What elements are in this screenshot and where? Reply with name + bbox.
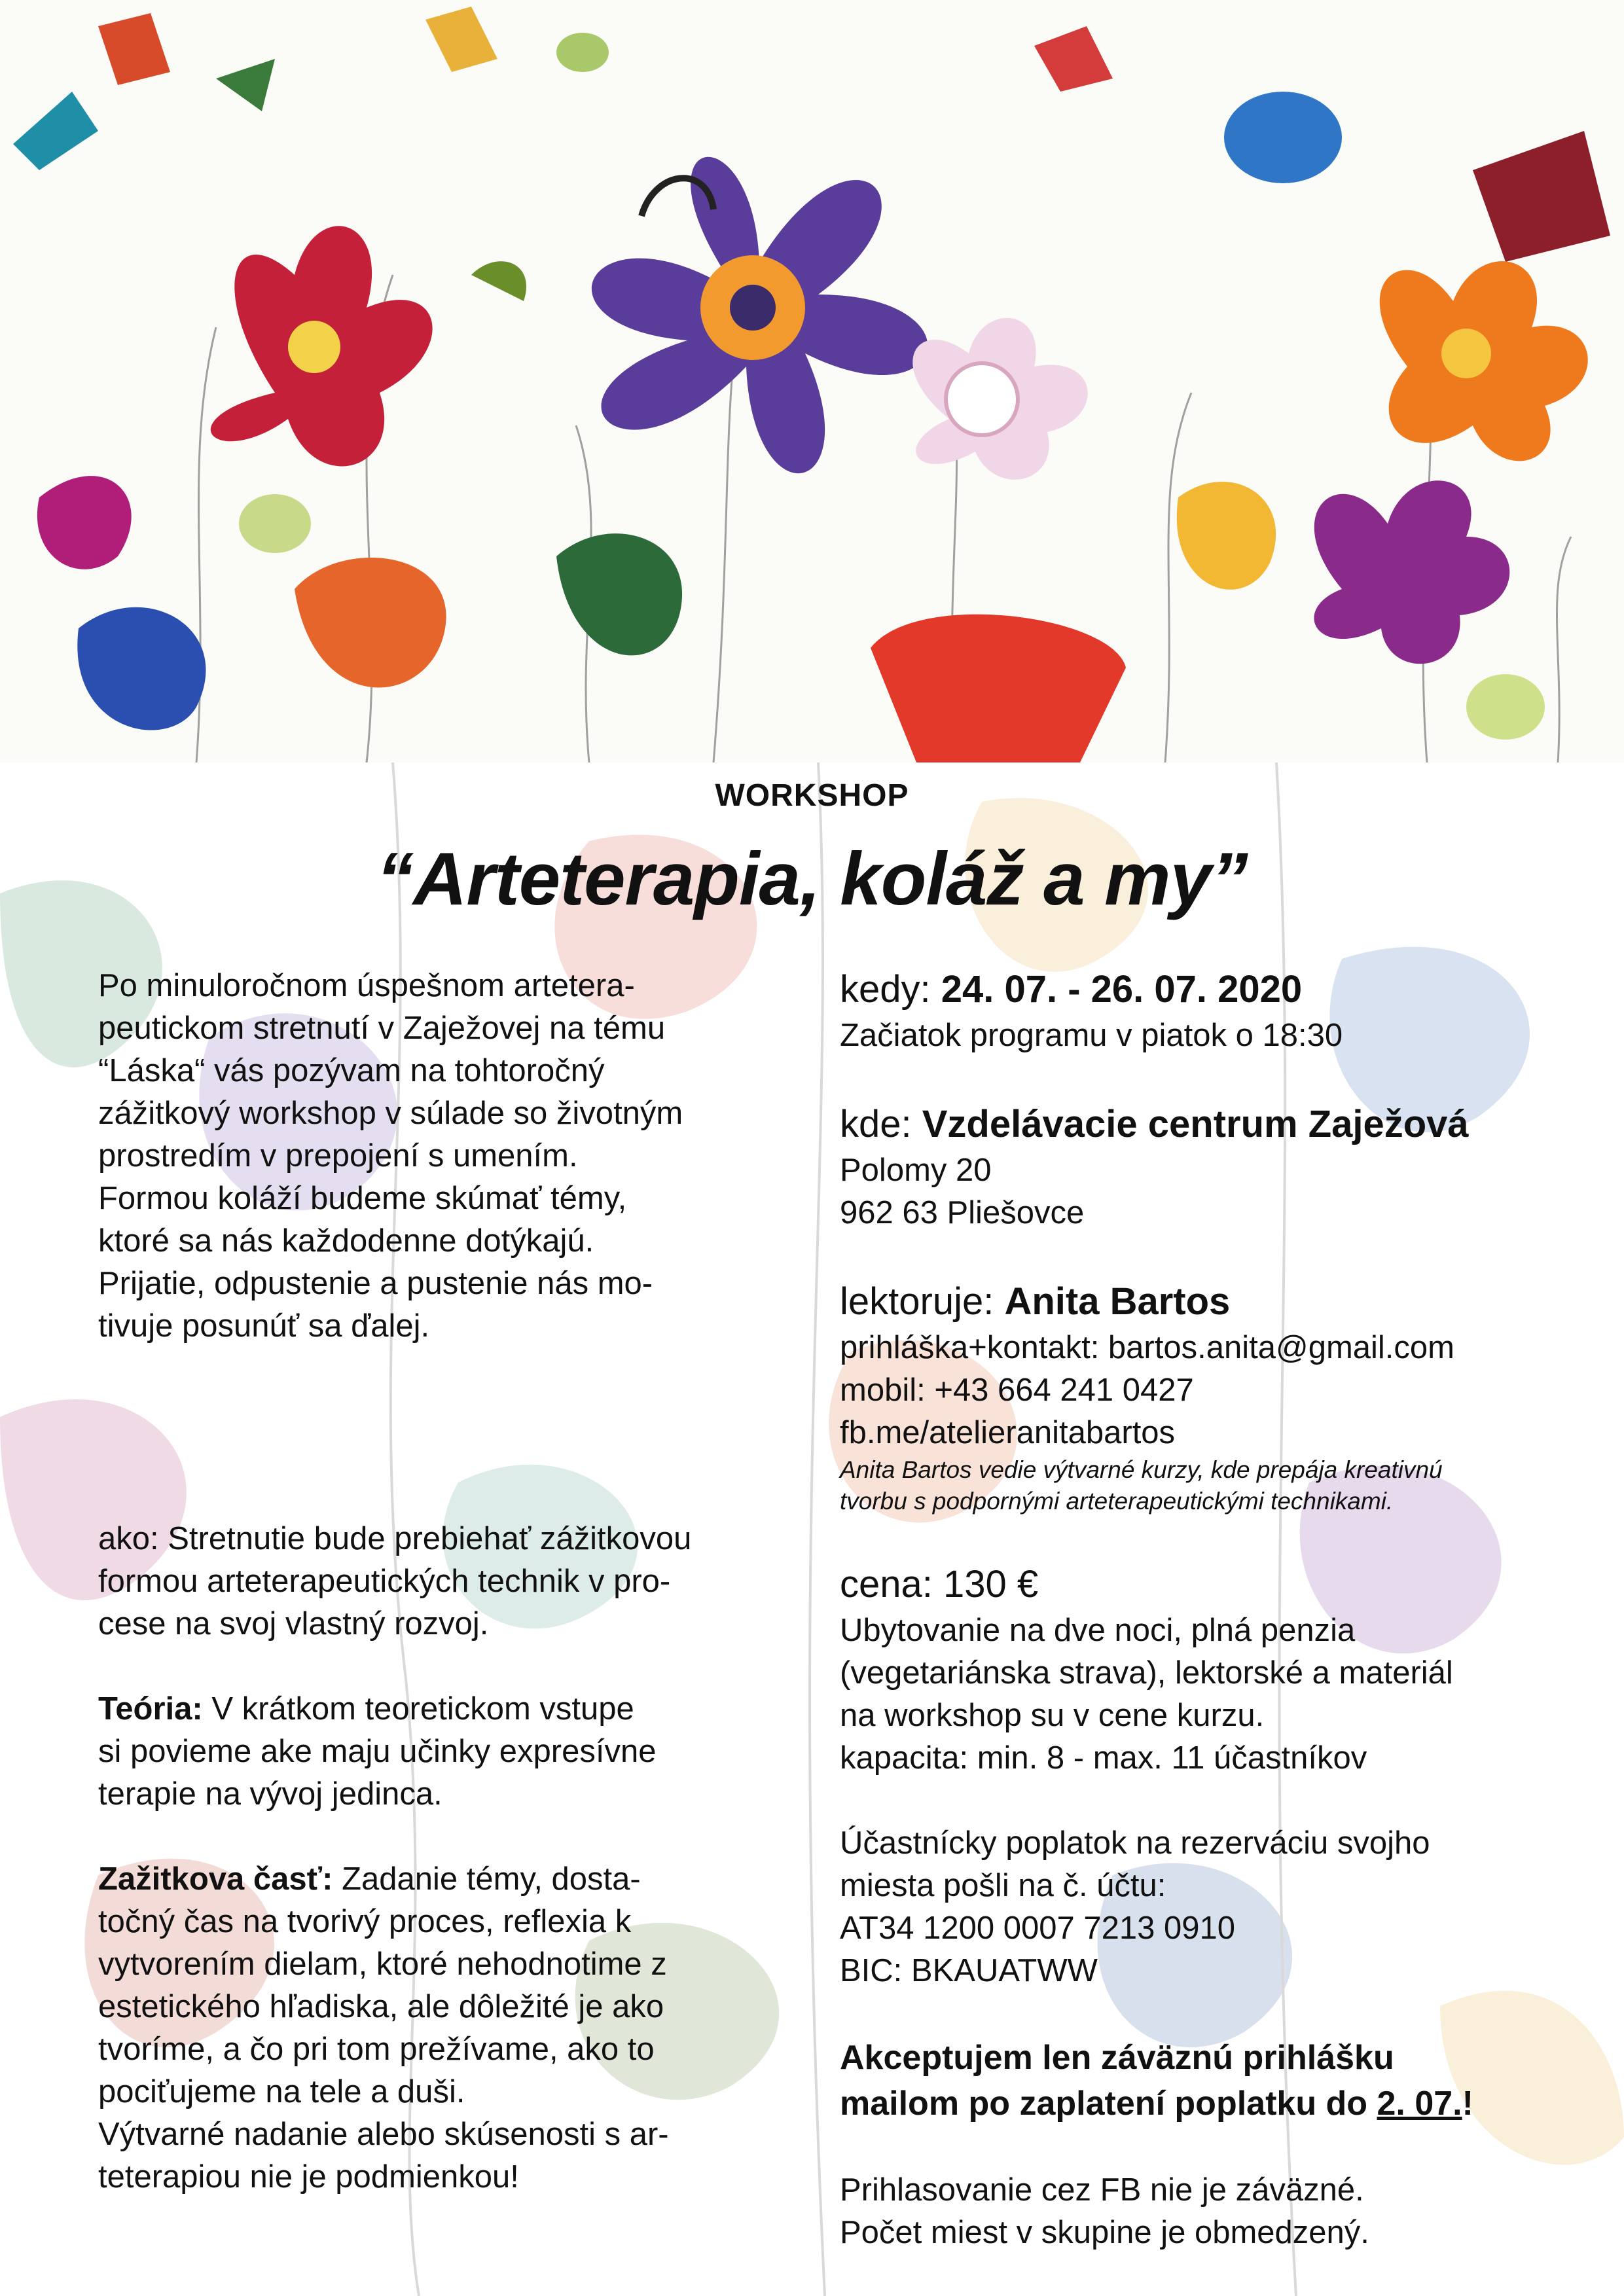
teoria-label: Teória:: [98, 1691, 203, 1727]
zazitok-line: teterapiou nie je podmienkou!: [98, 2159, 519, 2195]
zazitok-line: pociťujeme na tele a duši.: [98, 2074, 465, 2109]
iban-line: AT34 1200 0007 7213 0910: [840, 1910, 1235, 1946]
kde-value: Vzdelávacie centrum Zaježová: [922, 1103, 1469, 1145]
contact-email: prihláška+kontakt: bartos.anita@gmail.com: [840, 1330, 1454, 1365]
page-title: “Arteterapia, koláž a my”: [376, 838, 1248, 921]
intro-line: peutickom stretnutí v Zaježovej na tému: [98, 1011, 666, 1046]
price-detail: (vegetariánska strava), lektorské a materiál: [840, 1655, 1453, 1691]
note-line: Prihlasovanie cez FB nie je záväzné.: [840, 2172, 1364, 2208]
intro-line: tivuje posunúť sa ďalej.: [98, 1308, 430, 1344]
zazitok-line: tvoríme, a čo pri tom prežívame, ako to: [98, 2032, 655, 2067]
lektor-line: [840, 1277, 1573, 1327]
kedy-value: 24. 07. - 26. 07. 2020: [941, 968, 1303, 1011]
address-line: 962 63 Pliešovce: [840, 1195, 1085, 1230]
contact-phone: mobil: +43 664 241 0427: [840, 1372, 1194, 1408]
zazitok-line: estetického hľadiska, ale dôležité je ako: [98, 1989, 664, 2024]
teoria-line: terapie na vývoj jedinca.: [98, 1776, 442, 1812]
price-line: cena: 130 €: [840, 1563, 1039, 1605]
intro-line: Formou koláží budeme skúmať témy,: [98, 1181, 627, 1216]
workshop-kicker: WORKSHOP: [715, 778, 909, 813]
intro-line: prostredím v prepojení s umením.: [98, 1138, 578, 1174]
warning-exclamation: !: [1462, 2085, 1473, 2123]
intro-line: Po minuloročnom úspešnom artetera-: [98, 968, 635, 1003]
bio-line: Anita Bartos vedie výtvarné kurzy, kde prepája kreativnú: [840, 1456, 1443, 1483]
right-column: [840, 965, 1573, 2254]
bic-line: BIC: BKAUATWW: [840, 1953, 1098, 1988]
kedy-line: [840, 965, 1573, 1014]
teoria-text: V krátkom teoretickom vstupe: [202, 1691, 634, 1727]
teoria-line: si povieme ake maju učinky expresívne: [98, 1734, 657, 1769]
kedy-label: kedy:: [840, 968, 941, 1011]
warning-text: mailom po zaplatení poplatku do: [840, 2085, 1377, 2123]
left-column: [98, 965, 753, 2198]
lektor-value: Anita Bartos: [1004, 1280, 1231, 1323]
fee-line: miesta pošli na č. účtu:: [840, 1868, 1166, 1903]
note-line: Počet miest v skupine je obmedzený.: [840, 2215, 1369, 2250]
warning-line: Akceptujem len záväznú prihlášku: [840, 2039, 1394, 2077]
address-line: Polomy 20: [840, 1153, 992, 1188]
intro-line: ktoré sa nás každodenne dotýkajú.: [98, 1223, 594, 1259]
zazitok-line: vytvorením dielam, ktoré nehodnotime z: [98, 1946, 667, 1982]
contact-facebook: fb.me/atelieranitabartos: [840, 1415, 1176, 1450]
intro-line: Prijatie, odpustenie a pustenie nás mo-: [98, 1266, 653, 1301]
price-detail: na workshop su v cene kurzu.: [840, 1698, 1265, 1733]
ako-line: cese na svoj vlastný rozvoj.: [98, 1606, 489, 1641]
deadline-date: 2. 07.: [1377, 2085, 1462, 2123]
fee-line: Účastnícky poplatok na rezerváciu svojho: [840, 1825, 1430, 1861]
zazitok-label: Zažitkova časť:: [98, 1861, 333, 1897]
ako-line: ako: Stretnutie bude prebiehať zážitkovou: [98, 1521, 692, 1556]
kde-line: [840, 1100, 1573, 1149]
intro-line: zážitkový workshop v súlade so životným: [98, 1096, 683, 1131]
warning-line: [840, 2081, 1573, 2126]
zazitok-line: točný čas na tvorivý proces, reflexia k: [98, 1904, 632, 1939]
lektor-label: lektoruje:: [840, 1280, 1005, 1323]
zazitok-line: Výtvarné nadanie alebo skúsenosti s ar-: [98, 2117, 669, 2152]
floral-collage-artwork: [0, 0, 1624, 762]
price-detail: Ubytovanie na dve noci, plná penzia: [840, 1613, 1356, 1648]
intro-line: “Láska“ vás pozývam na tohtoročný: [98, 1053, 605, 1088]
zazitok-text: Zadanie témy, dosta-: [333, 1861, 641, 1897]
kde-label: kde:: [840, 1103, 922, 1145]
ako-line: formou arteterapeutických technik v pro-: [98, 1564, 671, 1599]
price-detail: kapacita: min. 8 - max. 11 účastníkov: [840, 1740, 1367, 1776]
bio-line: tvorbu s podpornými arteterapeutickými technikami.: [840, 1488, 1394, 1515]
kedy-note: Začiatok programu v piatok o 18:30: [840, 1018, 1343, 1053]
zazitok-line: [98, 1858, 753, 1901]
teoria-line: [98, 1688, 753, 1731]
